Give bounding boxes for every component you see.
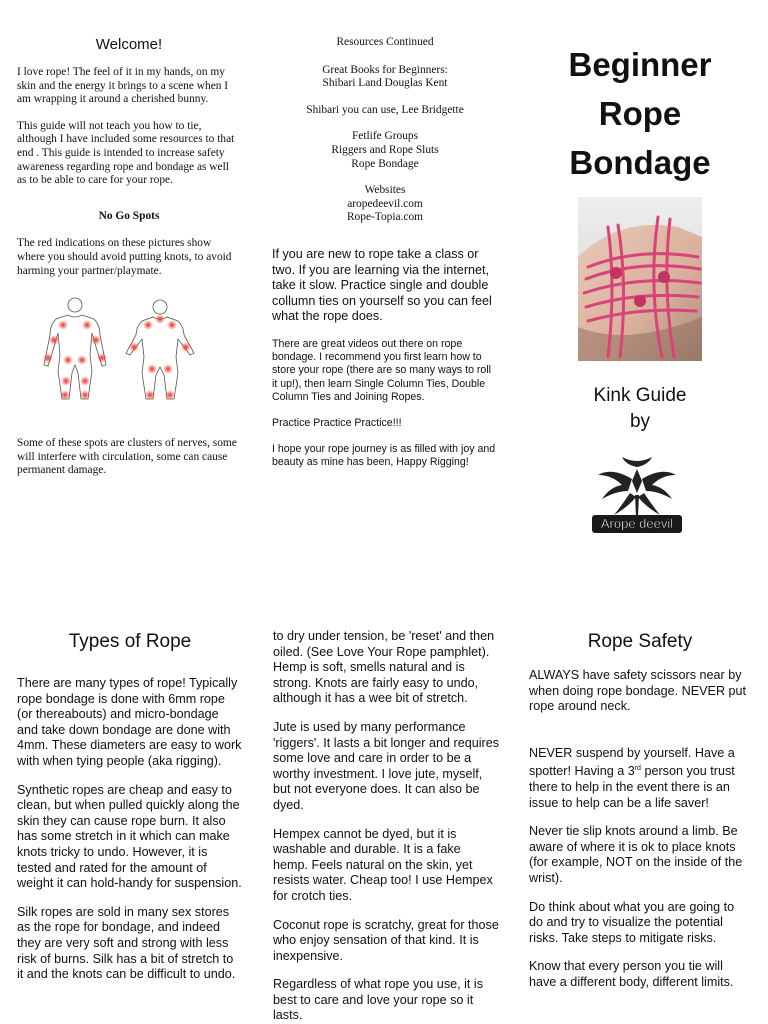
resources-paragraph: I hope your rope journey is as filled with joy and beauty as mine has been, Happy Rigging!	[272, 443, 496, 469]
safety-panel	[529, 630, 751, 991]
tribal-devil-icon	[592, 453, 682, 519]
rope-type-paragraph: Coconut rope is scratchy, great for those who enjoy sensation of that kind. It is inexpensive.	[273, 917, 499, 963]
safety-title: Rope Safety	[587, 631, 693, 652]
types-title: Types of Rope	[68, 631, 192, 652]
welcome-paragraph: This guide will not teach you how to tie, although I have included some resources to that end . This guide is intended to increase safety awareness regarding rope and bondage as well as to be able to care for your rope.	[17, 119, 235, 187]
safety-paragraph	[529, 746, 751, 811]
rope-type-paragraph: to dry under tension, be 'reset' and then oiled. (See Love Your Rope pamphlet). Hemp is soft, smells natural and is strong. Knots are fairly easy to undo, although it has a wee bit of stretch.	[273, 629, 495, 706]
nogo-paragraph: Some of these spots are clusters of nerves, some will interfere with circulation, some can cause permanent damage.	[17, 437, 237, 477]
cover-subtitle-line: by	[629, 411, 651, 432]
cover-title-line: Beginner	[568, 46, 712, 83]
types-paragraph: Silk ropes are sold in many sex stores as the rope for bondage, and indeed they are very soft and strong with less risk of burns. Silk has a bit of stretch to it and the knots can be difficult to undo.	[17, 904, 236, 982]
cover-title-line: Rope	[598, 95, 682, 132]
resources-panel	[272, 36, 498, 470]
safety-text: person you trust there to help in the event there is an issue to help can be a life saver!	[529, 764, 735, 810]
cover-subtitle	[528, 383, 752, 435]
cover-title-line: Bondage	[569, 144, 711, 181]
front-body-figure	[44, 298, 106, 399]
resources-paragraph: There are great videos out there on rope bondage. I recommend you first learn how to store your rope (there are so many ways to roll it up!), then learn Single Column Ties, Double Column Ties and Joining Ropes.	[272, 337, 492, 403]
book-item: Shibari Land Douglas Kent	[322, 77, 448, 90]
nogo-title: No Go Spots	[98, 209, 160, 222]
safety-paragraph: Know that every person you tie will have a different body, different limits.	[529, 959, 734, 989]
safety-text: NEVER suspend by yourself. Have a spotter! Having a 3	[529, 745, 735, 779]
safety-paragraph: Never tie slip knots around a limb. Be aware of where it is ok to place knots (for example, NOT on the inside of the wrist).	[529, 824, 743, 885]
logo-text: Arope deevil	[600, 516, 674, 531]
cover-title	[528, 40, 752, 187]
website-item: Rope-Topia.com	[346, 211, 424, 224]
types-panel	[17, 630, 243, 983]
fetlife-title: Fetlife Groups	[351, 130, 419, 143]
websites-title: Websites	[364, 184, 406, 197]
welcome-title: Welcome!	[95, 36, 163, 53]
resources-paragraph: If you are new to rope take a class or two. If you are learning via the internet, take it slow. Practice single and double collumn ties on yourself so you can feel what the rope does.	[272, 246, 492, 324]
cover-panel	[528, 40, 752, 537]
welcome-paragraph: I love rope! The feel of it in my hands, on my skin and the energy it brings to a scene when I am wrapping it around a cherished bunny.	[17, 66, 229, 106]
safety-superscript: rd	[634, 765, 641, 773]
safety-paragraph: Do think about what you are going to do and try to visualize the potential risks. Take steps to mitigate risks.	[529, 899, 735, 945]
rope-type-paragraph: Hempex cannot be dyed, but it is washable and durable. It is a fake hemp. Feels natural on the skin, yet resists water. Cheap too! I use Hempex for crotch ties.	[273, 826, 493, 903]
arope-deevil-logo	[592, 453, 682, 537]
resources-title: Resources Continued	[336, 36, 434, 48]
books-title: Great Books for Beginners:	[322, 63, 448, 76]
safety-paragraph: ALWAYS have safety scissors near by when doing rope bondage. NEVER put rope around neck.	[529, 668, 747, 714]
rope-type-paragraph: Jute is used by many performance 'riggers'. It lasts a bit longer and requires some love and care in order to be a worthy investment. I love jute, myself, but not everyone does. It can also be dyed.	[273, 719, 500, 812]
cover-subtitle-line: Kink Guide	[593, 385, 687, 406]
welcome-panel	[17, 36, 241, 478]
nogo-paragraph: The red indications on these pictures show where you should avoid putting knots, to avoid harming your partner/playmate.	[17, 237, 232, 277]
rope-bondage-photo	[578, 197, 702, 361]
rope-type-paragraph: Regardless of what rope you use, it is best to care and love your rope so it lasts.	[273, 977, 484, 1023]
back-nogo-spots	[129, 314, 191, 400]
nogo-body-diagram	[30, 295, 220, 405]
book-item: Shibari you can use, Lee Bridgette	[306, 103, 464, 116]
group-item: Rope Bondage	[351, 157, 419, 170]
types-paragraph: There are many types of rope! Typically rope bondage is done with 6mm rope (or thereabouts) and micro-bondage and take down bondage are done with 4mm. These diameters are easy to work with when tying people (aka rigging).	[17, 676, 242, 768]
front-nogo-spots	[43, 320, 107, 400]
rope-types-continued-panel	[273, 629, 499, 1024]
website-item: aropedeevil.com	[347, 197, 423, 210]
group-item: Riggers and Rope Sluts	[331, 143, 439, 156]
types-paragraph: Synthetic ropes are cheap and easy to clean, but when pulled quickly along the skin they can cause rope burn. It also has some stretch in it which can make knots tricky to undo. However, it is tested and rated for the amount of weight it can hold-handy for suspension.	[17, 782, 242, 891]
resources-paragraph: Practice Practice Practice!!!	[272, 416, 402, 429]
